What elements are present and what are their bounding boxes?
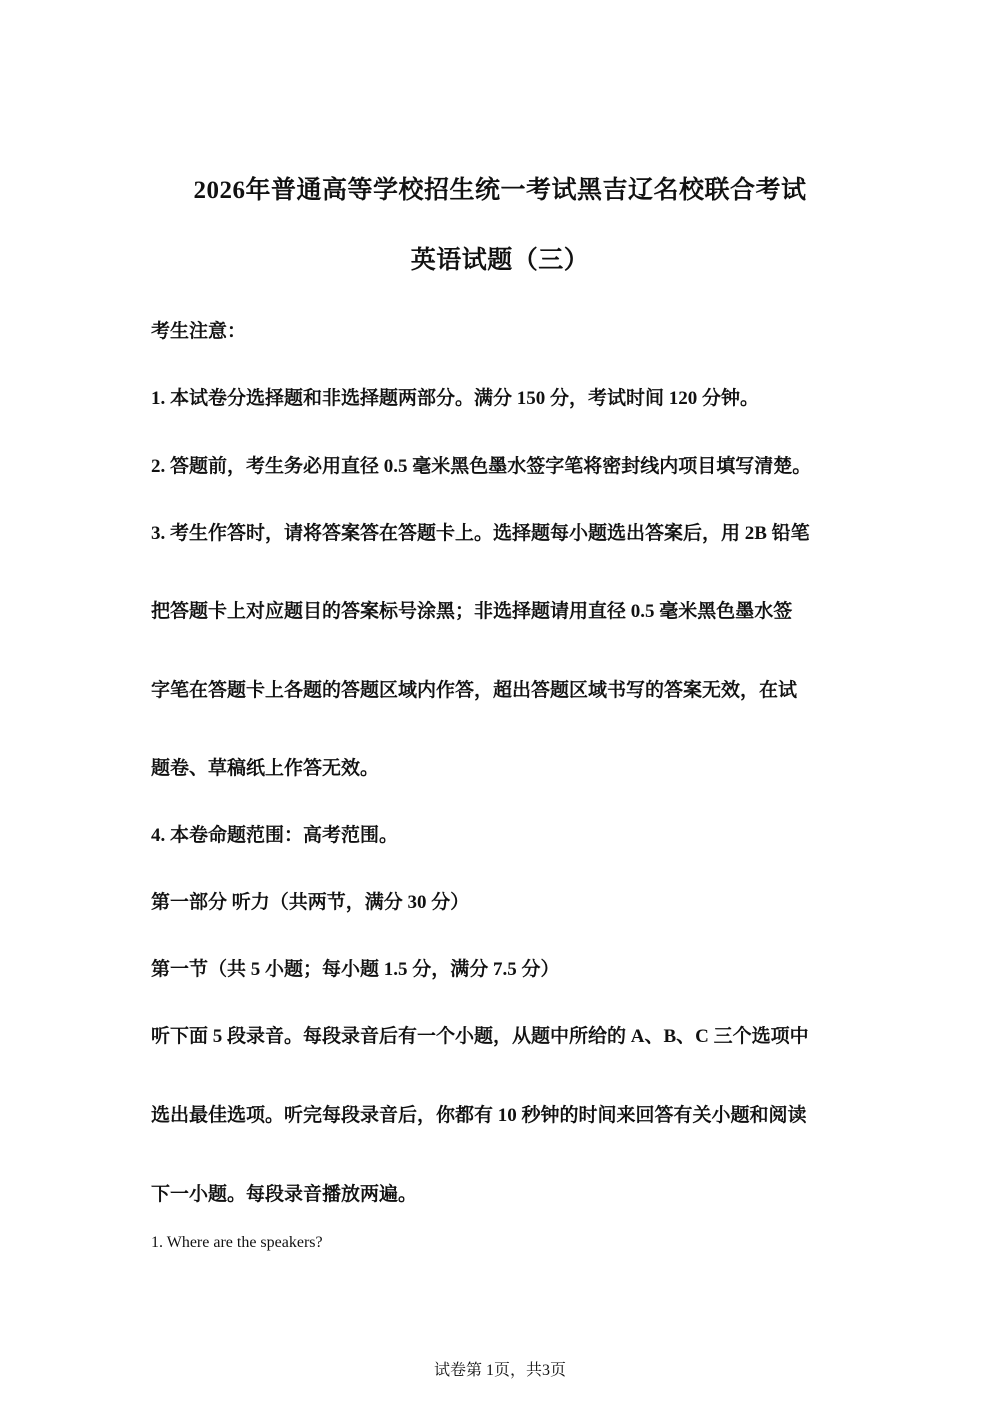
notice-item-2: 2. 答题前，考生务必用直径 0.5 毫米黑色墨水签字笔将密封线内项目填写清楚。: [151, 456, 812, 477]
notice-heading: 考生注意：: [151, 321, 247, 342]
instruction-line-3: 下一小题。每段录音播放两遍。: [151, 1184, 418, 1205]
notice-item-3-line-3: 字笔在答题卡上各题的答题区域内作答，超出答题区域书写的答案无效，在试: [151, 680, 798, 701]
notice-item-3-line-2: 把答题卡上对应题目的答案标号涂黑；非选择题请用直径 0.5 毫米黑色墨水签: [151, 601, 793, 622]
exam-subtitle: 英语试题（三）: [410, 247, 590, 274]
notice-item-4: 4. 本卷命题范围：高考范围。: [151, 825, 399, 846]
instruction-line-1: 听下面 5 段录音。每段录音后有一个小题，从题中所给的 A、B、C 三个选项中: [151, 1026, 809, 1047]
exam-title: 2026年普通高等学校招生统一考试黑吉辽名校联合考试: [193, 177, 807, 204]
part-1-heading: 第一部分 听力（共两节，满分 30 分）: [151, 892, 470, 913]
question-1: 1. Where are the speakers?: [151, 1234, 323, 1251]
instruction-line-2: 选出最佳选项。听完每段录音后，你都有 10 秒钟的时间来回答有关小题和阅读: [151, 1105, 807, 1126]
notice-item-1: 1. 本试卷分选择题和非选择题两部分。满分 150 分，考试时间 120 分钟。: [151, 388, 760, 409]
notice-item-3-line-1: 3. 考生作答时，请将答案答在答题卡上。选择题每小题选出答案后，用 2B 铅笔: [151, 523, 810, 544]
notice-item-3-line-4: 题卷、草稿纸上作答无效。: [151, 758, 380, 779]
section-1-heading: 第一节（共 5 小题；每小题 1.5 分，满分 7.5 分）: [151, 959, 560, 980]
page-footer: 试卷第 1页，共3页: [433, 1362, 566, 1379]
